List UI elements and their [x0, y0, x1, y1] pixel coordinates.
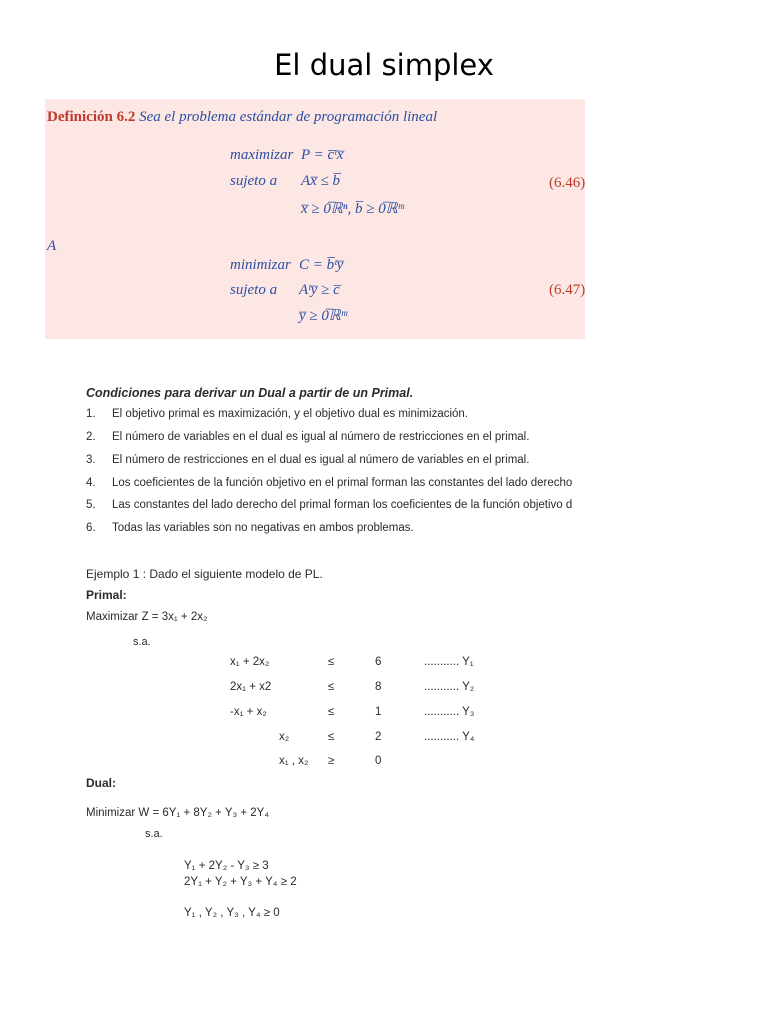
dual-label: Dual: — [86, 776, 116, 790]
definition-label: Definición 6.2 — [47, 109, 136, 125]
primal-sa: s.a. — [133, 636, 151, 648]
definition-connector: A — [47, 238, 57, 254]
constraint-operator: ≤ — [328, 706, 335, 718]
dual-eq-number: (6.47) — [549, 282, 586, 298]
constraint-operator: ≥ — [328, 755, 335, 767]
condition-number: 5. — [86, 499, 96, 511]
constraint-dual-var: ........... Y₂ — [424, 681, 475, 693]
condition-number: 1. — [86, 408, 96, 420]
dual-constraint-1: Y₁ + 2Y₂ - Y₃ ≥ 3 — [184, 860, 269, 872]
primal-objective-keyword: maximizar — [230, 147, 294, 163]
primal-constraint-expr: Ax̅ ≤ b̅ — [301, 173, 341, 189]
dual-constraint-keyword: sujeto a — [230, 282, 278, 298]
primal-constraint-keyword: sujeto a — [230, 173, 278, 189]
condition-text: El objetivo primal es maximización, y el objetivo dual es minimización. — [112, 408, 469, 420]
definition-heading — [47, 109, 437, 126]
dual-nonneg-expr: y̅ ≥ 0̅ℝᵐ — [299, 308, 348, 324]
constraint-dual-var: ........... Y₃ — [424, 706, 475, 718]
constraint-rhs: 1 — [375, 706, 382, 718]
constraint-lhs: -x₁ + x₂ — [230, 706, 267, 718]
constraint-lhs: 2x₁ + x2 — [230, 681, 272, 693]
condition-item — [86, 408, 468, 420]
constraint-lhs: x₁ + 2x₂ — [230, 656, 270, 668]
constraint-rhs: 8 — [375, 681, 382, 693]
slide-title: El dual simplex — [274, 48, 494, 82]
condition-number: 6. — [86, 522, 96, 534]
constraint-operator: ≤ — [328, 681, 335, 693]
condition-item — [86, 454, 529, 466]
condition-number: 4. — [86, 477, 96, 489]
dual-objective: Minimizar W = 6Y₁ + 8Y₂ + Y₃ + 2Y₄ — [86, 807, 270, 819]
condition-number: 2. — [86, 431, 96, 443]
primal-eq-number: (6.46) — [549, 175, 586, 191]
constraint-rhs: 0 — [375, 755, 382, 767]
condition-text: Todas las variables son no negativas en ambos problemas. — [112, 522, 414, 534]
constraint-rhs: 2 — [375, 731, 382, 743]
example-intro: Ejemplo 1 : Dado el siguiente modelo de PL. — [86, 567, 323, 581]
condition-text: Las constantes del lado derecho del primal forman los coeficientes de la función objetivo d — [112, 499, 573, 511]
condition-item — [86, 477, 572, 489]
constraint-lhs: x₂ — [279, 731, 290, 743]
constraint-dual-var: ........... Y₁ — [424, 656, 474, 668]
primal-objective-expr: P = c̅ᵗx̅ — [301, 147, 344, 163]
condition-item — [86, 499, 572, 511]
dual-nonneg: Y₁ , Y₂ , Y₃ , Y₄ ≥ 0 — [184, 907, 280, 919]
definition-intro: Sea el problema estándar de programación lineal — [139, 109, 438, 125]
primal-objective: Maximizar Z = 3x₁ + 2x₂ — [86, 611, 208, 623]
primal-nonneg-expr: x̅ ≥ 0̅ℝⁿ, b̅ ≥ 0̅ℝᵐ — [301, 201, 404, 217]
constraint-operator: ≤ — [328, 731, 335, 743]
dual-objective-keyword: minimizar — [230, 257, 291, 273]
condition-text: Los coeficientes de la función objetivo en el primal forman las constantes del lado derecho — [112, 477, 573, 489]
constraint-operator: ≤ — [328, 656, 335, 668]
dual-constraint-2: 2Y₁ + Y₂ + Y₃ + Y₄ ≥ 2 — [184, 876, 297, 888]
constraint-lhs: x₁ , x₂ — [279, 755, 309, 767]
primal-label: Primal: — [86, 588, 127, 602]
condition-number: 3. — [86, 454, 96, 466]
definition-box — [45, 99, 585, 339]
condition-text: El número de restricciones en el dual es igual al número de variables en el primal. — [112, 454, 530, 466]
constraint-rhs: 6 — [375, 656, 382, 668]
dual-sa: s.a. — [145, 828, 163, 840]
condition-text: El número de variables en el dual es igual al número de restricciones en el primal. — [112, 431, 530, 443]
conditions-title: Condiciones para derivar un Dual a partir de un Primal. — [86, 386, 414, 400]
condition-item — [86, 431, 529, 443]
constraint-dual-var: ........... Y₄ — [424, 731, 475, 743]
condition-item — [86, 522, 414, 534]
dual-objective-expr: C = b̅ᵗy̅ — [299, 257, 344, 273]
dual-constraint-expr: Aᵗy̅ ≥ c̅ — [299, 282, 340, 298]
